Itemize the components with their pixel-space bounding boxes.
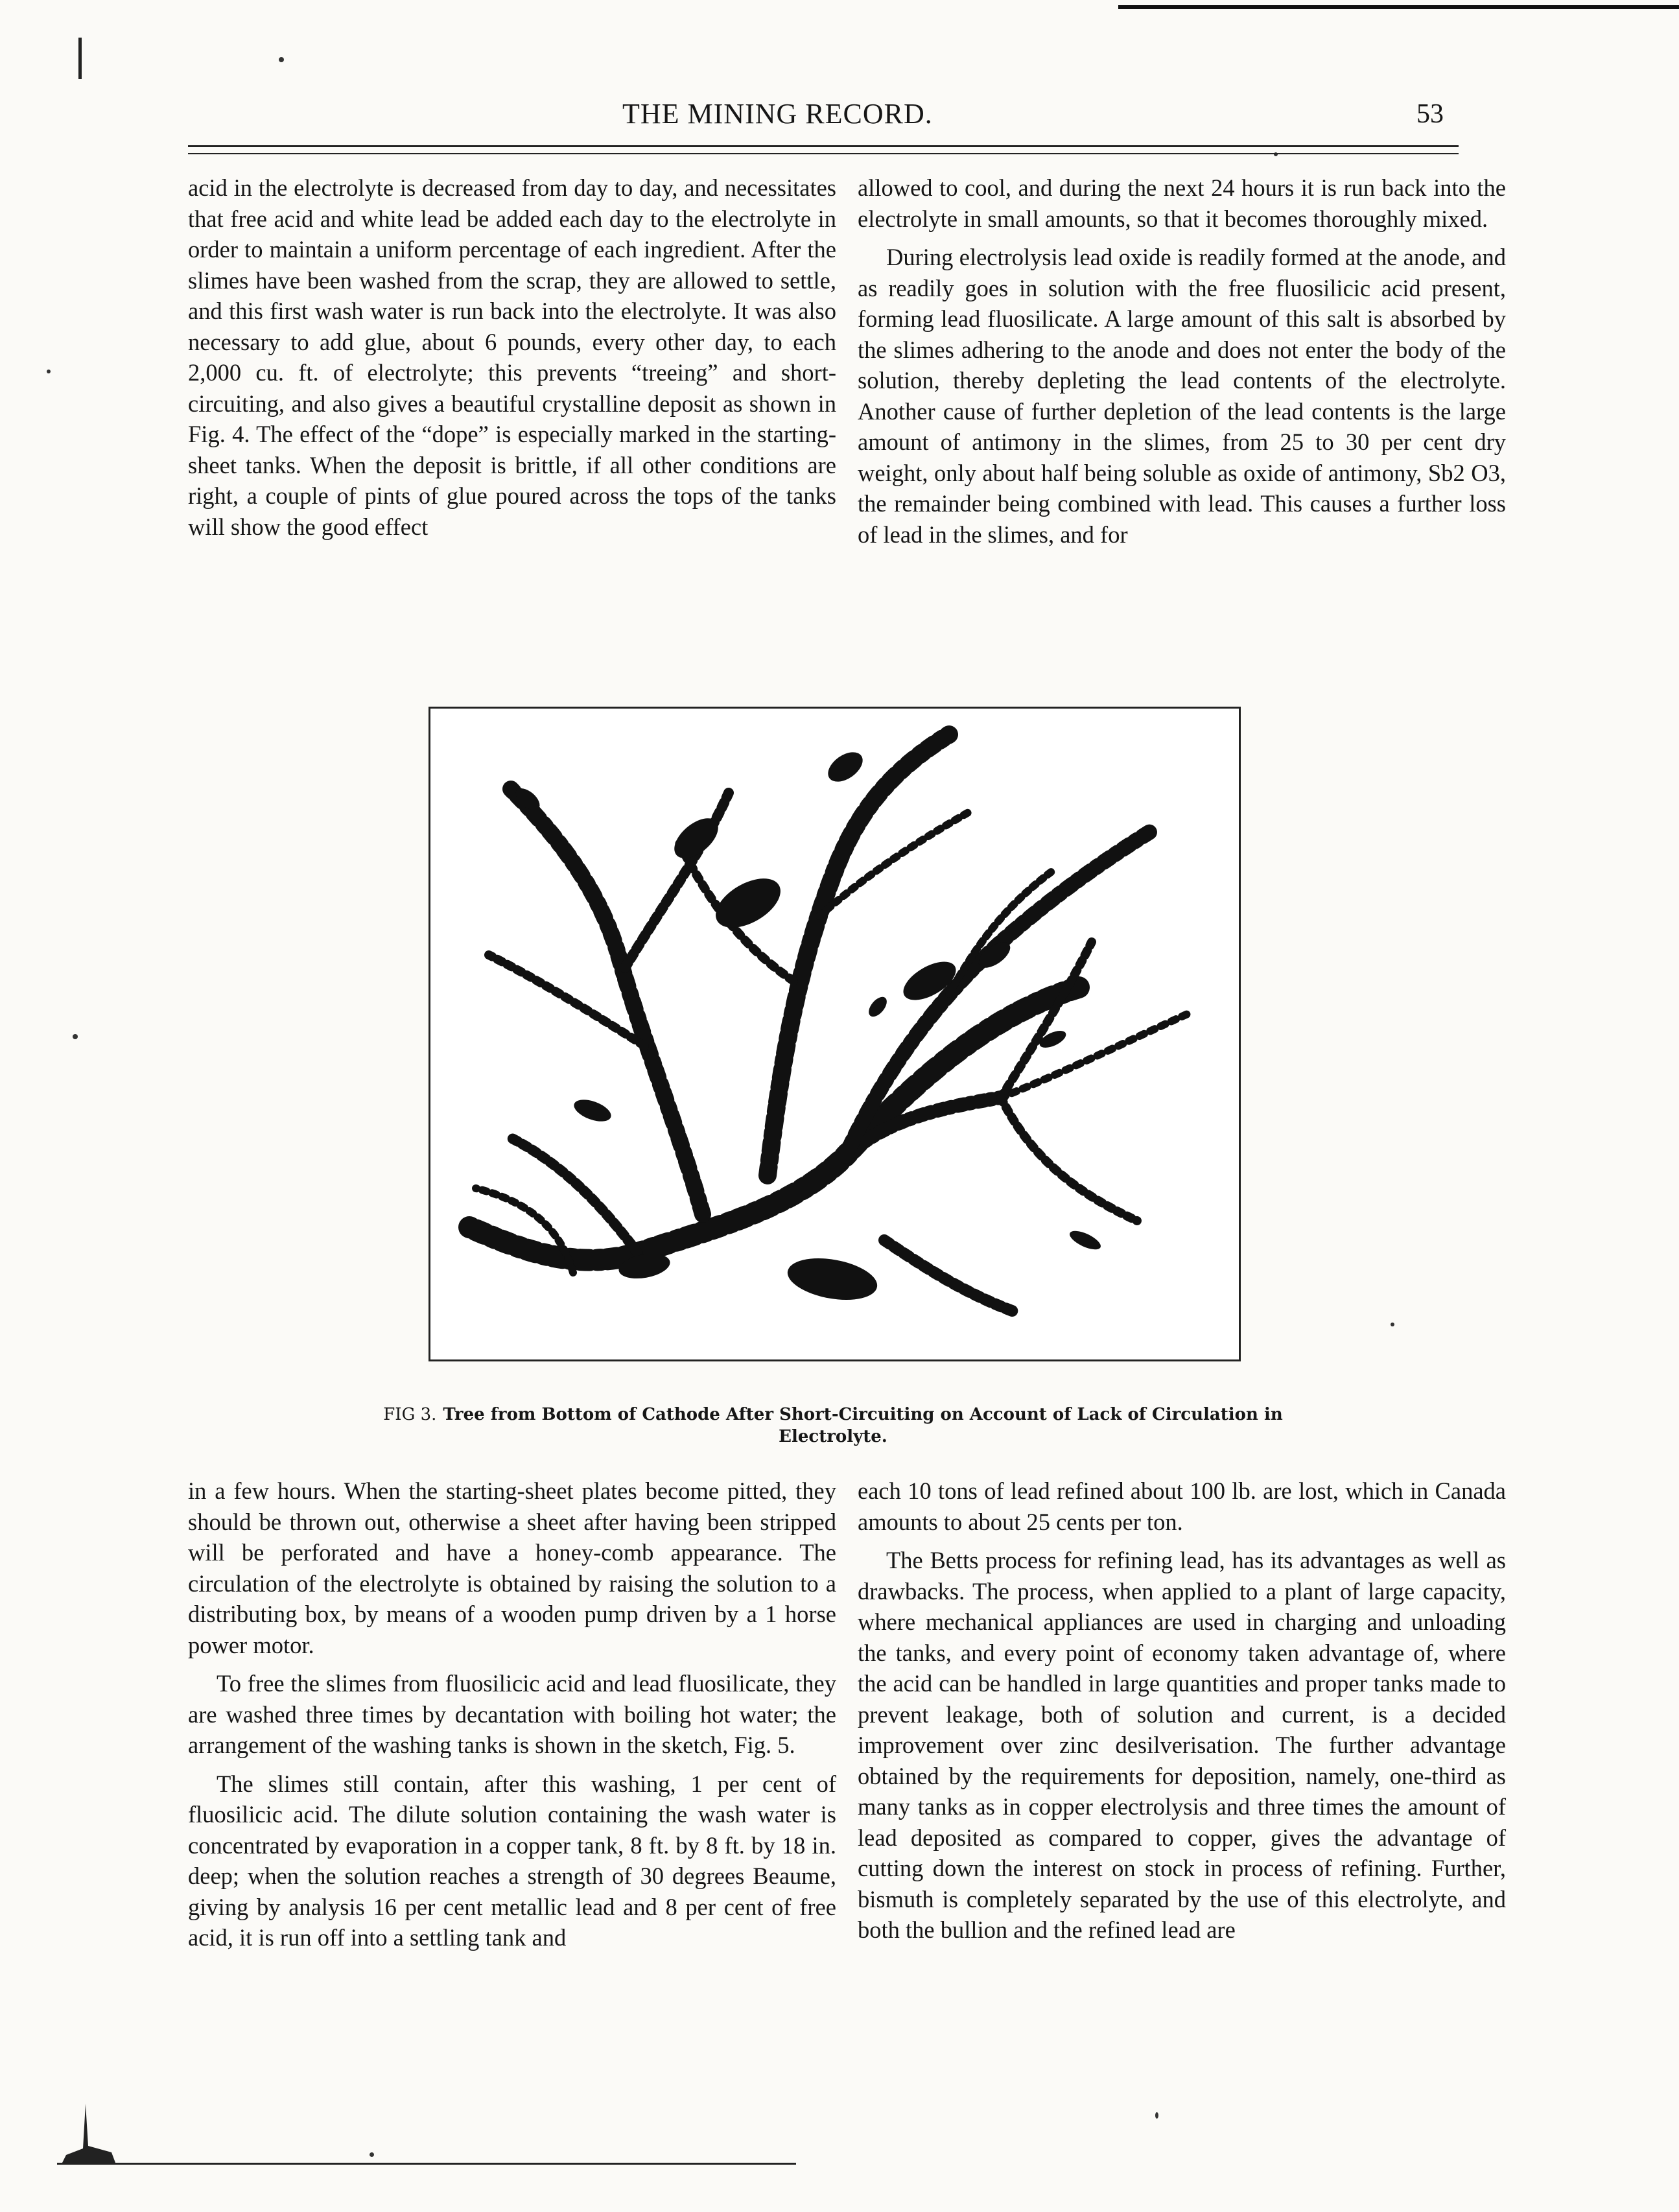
bottom-right-column — [858, 1476, 1506, 1946]
top-edge-bar — [1118, 5, 1679, 9]
top-right-column — [858, 172, 1506, 550]
page-number: 53 — [1416, 99, 1444, 129]
cathode-tree-drawing — [430, 709, 1239, 1359]
paragraph: in a few hours. When the starting-sheet plates become pitted, they should be thrown out, otherwise a sheet after having been stripped will be perforated and have a honey-comb appearance. The circulation of the electrolyte is obtained by raising the solution to a distributing box, by means of a wooden pump driven by a 1 horse power motor. — [188, 1477, 836, 1658]
bottom-rule — [57, 2163, 796, 2165]
running-title: THE MINING RECORD. — [622, 98, 933, 130]
figure-caption-text: Tree from Bottom of Cathode After Short-Circuiting on Account of Lack of Circulation in Electrolyte. — [443, 1405, 1283, 1446]
paragraph: During electrolysis lead oxide is readily formed at the anode, and as readily goes in solution with the free fluosilicic acid present, forming lead fluosilicate. A large amount of this salt is absorbed by the slimes adhering to the anode and does not enter the body of the solution, thereby depleting the lead contents of the electrolyte. Another cause of further depletion of the lead contents is the large amount of antimony in the slimes, from 25 to 30 per cent dry weight, only about half being soluble as oxide of antimony, Sb2 O3, the remainder being combined with lead. This causes a further loss of lead in the slimes, and for — [858, 244, 1506, 548]
top-left-column — [188, 172, 836, 542]
speck — [1391, 1323, 1394, 1326]
paragraph: allowed to cool, and during the next 24 hours it is run back into the electrolyte in small amounts, so that it becomes thoroughly mixed. — [858, 174, 1506, 232]
binding-mark — [60, 2100, 118, 2165]
figure-label: FIG 3. — [383, 1405, 437, 1424]
speck — [370, 2152, 374, 2157]
speck — [47, 370, 51, 373]
header-rule-bottom — [188, 153, 1459, 154]
paragraph: The Betts process for refining lead, has its advantages as well as drawbacks. The process, when applied to a plant of large capacity, where mechanical appliances are used in charging and unloading the tanks, and every point of economy taken advantage of, where the acid can be handled in large quantities and proper tanks made to prevent leakage, both of solution and current, is a decided improvement over zinc desilverisation. The further advantage obtained by the requirements for deposition, namely, one-third as many tanks as in copper electrolysis and three times the amount of lead deposited as compared to copper, gives the advantage of cutting down the interest on stock in process of refining. Further, bismuth is completely separated by the use of this electrolyte, and both the bullion and the refined lead are — [858, 1547, 1506, 1943]
speck — [73, 1034, 78, 1039]
speck — [279, 57, 284, 62]
bottom-left-column — [188, 1476, 836, 1953]
figure-image — [429, 707, 1241, 1361]
margin-mark — [78, 38, 82, 79]
paragraph: To free the slimes from fluosilicic acid and lead fluosilicate, they are washed three times by decantation with boiling hot water; the arrangement of the washing tanks is shown in the sketch, Fig. 5. — [188, 1670, 836, 1758]
header-rule-top — [188, 145, 1459, 147]
speck — [1155, 2112, 1158, 2119]
paragraph: each 10 tons of lead refined about 100 lb. are lost, which in Canada amounts to about 25 cents per ton. — [858, 1477, 1506, 1535]
paragraph: The slimes still contain, after this washing, 1 per cent of fluosilicic acid. The dilute solution containing the wash water is concentrated by evaporation in a copper tank, 8 ft. by 8 ft. by 18 in. deep; when the solution reaches a strength of 30 degrees Beaume, giving by analysis 16 per cent metallic lead and 8 per cent of free acid, it is run off into a settling tank and — [188, 1770, 836, 1951]
paragraph: acid in the electrolyte is decreased from day to day, and necessitates that free acid and white lead be added each day to the electrolyte in order to maintain a uniform percentage of each ingredient. After the slimes have been washed from the scrap, they are allowed to settle, and this first wash water is run back into the electrolyte. It was also necessary to add glue, about 6 pounds, every other day, to each 2,000 cu. ft. of electrolyte; this prevents “treeing” and short-circuiting, and also gives a beautiful crystalline deposit as shown in Fig. 4. The effect of the “dope” is especially marked in the starting-sheet tanks. When the deposit is brittle, if all other conditions are right, a couple of pints of glue poured across the tops of the tanks will show the good effect — [188, 174, 836, 540]
figure-caption — [363, 1404, 1303, 1448]
